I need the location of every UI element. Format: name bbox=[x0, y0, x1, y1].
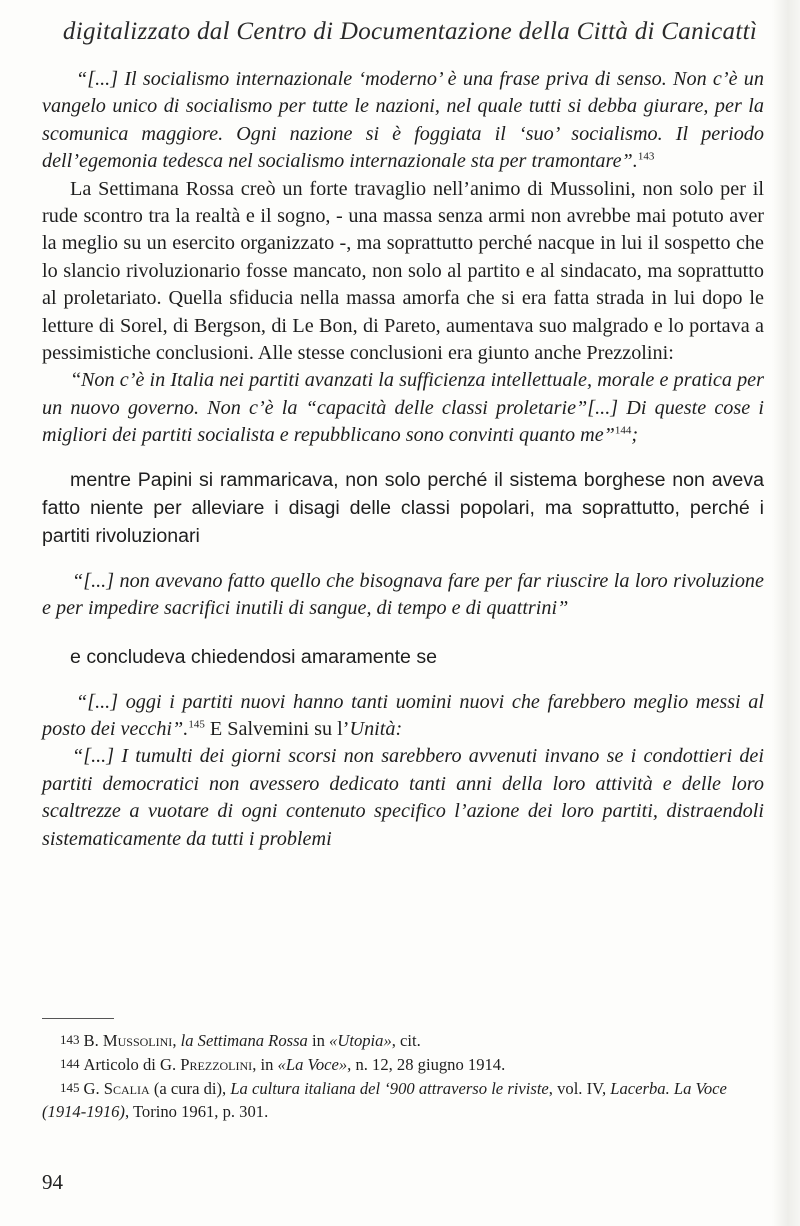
quote-prezzolini bbox=[42, 367, 764, 449]
paragraph-papini: mentre Papini si rammaricava, non solo perché il sistema borghese non aveva fatto niente per alleviare i disagi delle classi popolari, ma soprattutto, perché i partiti rivoluzionari bbox=[42, 468, 764, 547]
footnote-rest: , n. 12, 28 giugno 1914. bbox=[347, 1055, 506, 1074]
digitization-watermark: digitalizzato dal Centro di Documentazione della Città di Canicattì bbox=[62, 18, 758, 45]
paragraph-settimana-rossa: La Settimana Rossa creò un forte travaglio nell’animo di Mussolini, non solo per il rude scontro tra la realtà e il sogno, - una massa senza armi non avrebbe mai potuto aver la meglio su un esercito organizzato -, ma soprattutto perché nacque in lui il sospetto che lo slancio rivoluzionario fosse mancato, non solo al partito e al sindacato, ma soprattutto al proletariato. Quella sfiducia nella massa amorfa che si era fatta strada in lui dopo le letture di Sorel, di Bergson, di Le Bon, di Pareto, aumentava suo malgrado e lo portava a pessimistiche conclusioni. Alle stesse conclusioni era giunto anche Prezzolini: bbox=[42, 177, 764, 365]
footnote-number: 144 bbox=[60, 1056, 80, 1071]
footnotes-separator bbox=[42, 1018, 114, 1019]
unita-title: Unità: bbox=[349, 717, 403, 740]
footnote-mid: in bbox=[307, 1031, 330, 1050]
footnote-title-2: Lacerba. La Voce (1914-1916) bbox=[42, 1079, 727, 1121]
footnote-author-initial: B. bbox=[83, 1031, 103, 1050]
footnote-author: Mussolini bbox=[102, 1031, 173, 1050]
quote-salvemini: “[...] I tumulti dei giorni scorsi non sarebbero avvenuti invano se i condottieri dei partiti democratici non avessero dedicato tanti anni della loro attività e delle loro scaltrezze a vuotare di ogni contenuto specifico l’azione dei loro partiti, distraendoli sistematicamente da tutti i problemi bbox=[42, 745, 764, 850]
footnote-ref-144: 144 bbox=[614, 424, 632, 437]
footnote-author: Prezzolini bbox=[180, 1055, 253, 1074]
footnote-sep: (a cura di), bbox=[149, 1079, 231, 1098]
footnote-145 bbox=[42, 1076, 762, 1123]
paragraph-concludeva: e concludeva chiedendosi amaramente se bbox=[70, 645, 438, 668]
footnote-lead: Articolo di G. bbox=[83, 1055, 181, 1074]
quote-mussolini-text: “[...] Il socialismo internazionale ‘moderno’ è una frase priva di senso. Non c’è un vangelo unico di socialismo per tutte le nazioni, nel quale tutti si debba giurare, per la scomunica maggiore. Ogni nazione si è foggiata il ‘suo’ socialismo. Il periodo dell’egemonia tedesca nel socialismo internazionale sta per tramontare”. bbox=[42, 68, 764, 173]
footnote-ref-143: 143 bbox=[637, 150, 655, 163]
footnote-title: La cultura italiana del ‘900 attraverso le riviste bbox=[230, 1079, 549, 1098]
footnote-sep: , in bbox=[252, 1055, 278, 1074]
quote-papini-2-text: “[...] oggi i partiti nuovi hanno tanti uomini nuovi che farebbero meglio messi al posto dei vecchi”. bbox=[42, 690, 764, 740]
quote-papini: “[...] non avevano fatto quello che bisognava fare per far riuscire la loro rivoluzione e per impedire sacrifici inutili di sangue, di tempo e di quattrini” bbox=[42, 569, 764, 620]
quote-prezzolini-tail: ; bbox=[631, 424, 639, 447]
footnote-ref-145: 145 bbox=[188, 718, 205, 731]
footnote-number: 145 bbox=[60, 1080, 80, 1095]
footnote-143 bbox=[42, 1028, 762, 1052]
page-number: 94 bbox=[42, 1170, 63, 1194]
footnote-sep: , bbox=[172, 1031, 181, 1050]
footnotes bbox=[42, 1028, 762, 1123]
footnote-144 bbox=[42, 1052, 762, 1076]
footnote-author-initial: G. bbox=[83, 1079, 104, 1098]
footnote-number: 143 bbox=[60, 1032, 80, 1047]
footnote-rest: , cit. bbox=[391, 1031, 421, 1050]
footnote-author: Scalia bbox=[103, 1079, 150, 1098]
quote-papini-2 bbox=[42, 689, 764, 744]
quote-mussolini bbox=[42, 66, 764, 176]
quote-prezzolini-open: “ bbox=[72, 369, 81, 392]
page-body bbox=[42, 66, 764, 853]
footnote-rest: , vol. IV, bbox=[548, 1079, 611, 1098]
footnote-source: «Utopia» bbox=[329, 1031, 392, 1050]
footnote-rest-2: , Torino 1961, p. 301. bbox=[124, 1102, 269, 1121]
quote-prezzolini-text: Non c’è in Italia nei partiti avanzati la sufficienza intellettuale, morale e pratica per un nuovo governo. Non c’è la “capacità delle classi proletarie”[...] Di queste cose i migliori dei partiti socialista e repubblicano sono convinti quanto me” bbox=[42, 369, 764, 447]
footnote-source: «La Voce» bbox=[277, 1055, 348, 1074]
salvemini-intro: E Salvemini su l’ bbox=[204, 717, 350, 740]
footnote-title: la Settimana Rossa bbox=[180, 1031, 308, 1050]
